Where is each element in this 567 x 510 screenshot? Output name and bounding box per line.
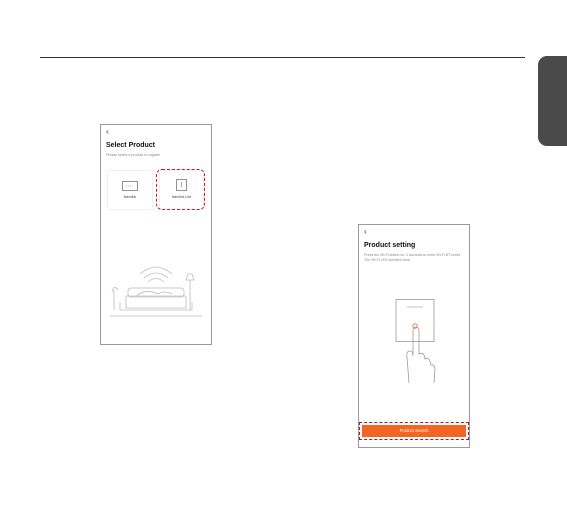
hand-pressing-button-illustration	[379, 299, 449, 389]
navilink-device-icon	[122, 181, 138, 191]
setting-instruction: Press the Wi-Fi button for 3 seconds to enter Wi-Fi BT mode. The Wi-Fi LED will blink blue.	[364, 253, 462, 262]
chevron-left-icon[interactable]: ‹	[106, 127, 109, 136]
product-label: Navilink	[123, 195, 137, 199]
chevron-left-icon[interactable]: ‹	[364, 227, 367, 236]
living-room-wifi-illustration	[106, 260, 206, 322]
product-label: Navilink Lite	[171, 195, 192, 199]
screen-title: Product setting	[364, 242, 416, 249]
product-search-button[interactable]: Product Search	[362, 425, 466, 437]
section-tab	[538, 56, 567, 146]
button-highlight	[359, 422, 469, 440]
product-card-navilink[interactable]	[108, 171, 152, 209]
product-setting-screen	[358, 224, 470, 448]
screen-subtitle: Please select a product to register	[106, 153, 161, 157]
selection-highlight	[156, 169, 205, 210]
header-rule	[40, 57, 525, 58]
screen-title: Select Product	[106, 142, 156, 149]
select-product-screen	[100, 124, 212, 345]
